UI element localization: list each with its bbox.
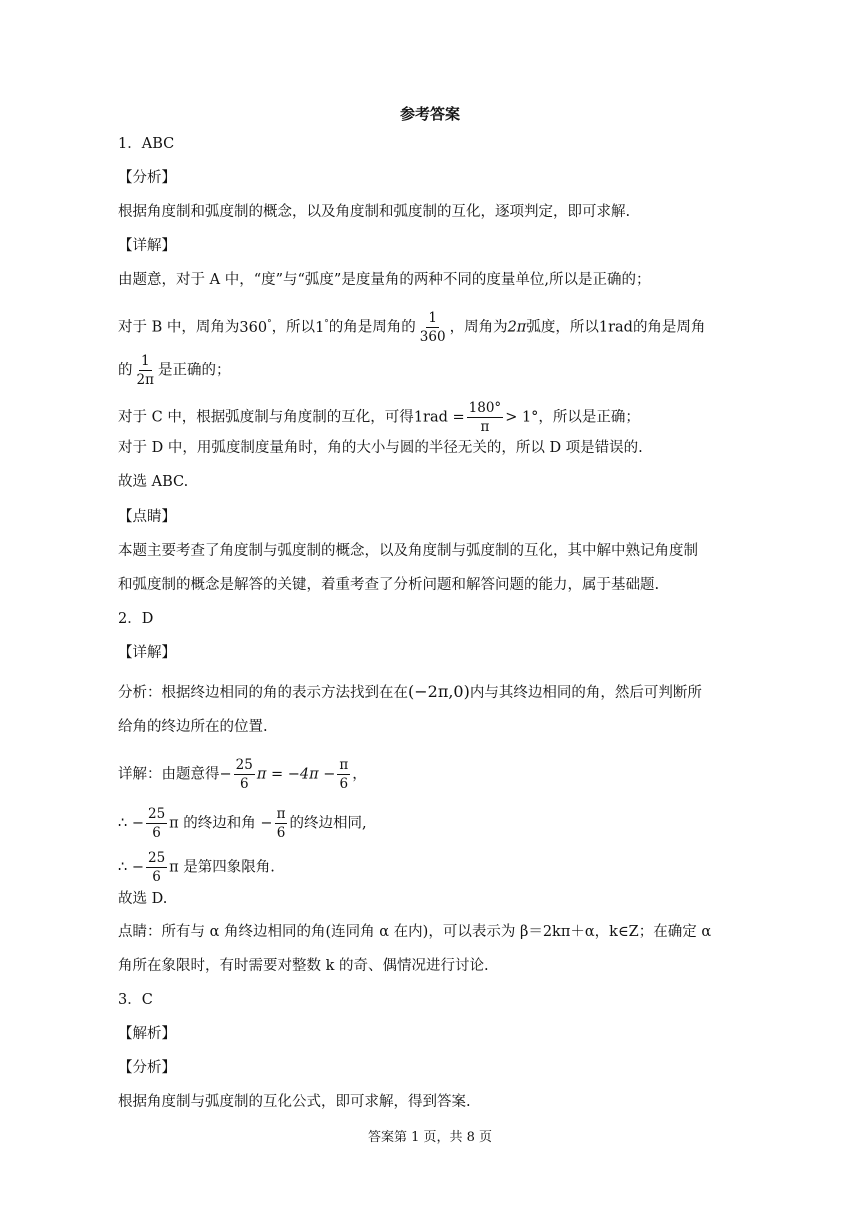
fraction-pi-6: $\frac{\pi}{6}$ — [276, 806, 286, 841]
detail-line-c — [118, 352, 230, 389]
text-segment: 对于 B 中，周角为 — [118, 319, 240, 336]
detail-line-d — [118, 399, 640, 436]
answer-1-label: 1．ABC — [118, 136, 175, 152]
fraction-1-2pi: $\frac{1}{2\pi}$ — [136, 353, 154, 388]
section-solution: 【解析】 — [118, 1026, 176, 1042]
math-gt-1deg: > 1° — [505, 409, 539, 426]
text-segment: 内与其终边相同的角，然后可判断所 — [469, 685, 702, 701]
text-segment: 是正确的； — [157, 362, 231, 379]
fraction-pi-6: $\frac{\pi}{6}$ — [339, 757, 349, 792]
page-title: 参考答案 — [399, 105, 460, 123]
analysis-2-line-b: 给角的终边所在的位置. — [118, 719, 268, 735]
fraction-180-pi: $\frac{180^\circ}{\pi}$ — [468, 400, 502, 435]
comment-2-line-a: 点睛：所有与 α 角终边相同的角(连同角 α 在内)，可以表示为 β＝2kπ＋α，k∈Z；在确定 α — [118, 924, 712, 940]
fraction-25-6: $\frac{25}{6}$ — [235, 757, 253, 792]
fraction-25-6: $\frac{25}{6}$ — [147, 806, 166, 841]
detail-2-line-c: ∴ − $\frac{25}{6}$ π 是第四象限角. — [118, 850, 275, 885]
analysis-2-line-a — [118, 682, 702, 703]
detail-line-e: 对于 D 中，用弧度制度量角时，角的大小与圆的半径无关的，所以 D 项是错误的. — [118, 440, 643, 456]
fraction-25-6: $\frac{25}{6}$ — [147, 850, 166, 885]
detail-2-line-b: ∴ − $\frac{25}{6}$ π 的终边和角 − $\frac{\pi}{6}$ 的终边相同, — [118, 806, 367, 841]
text-segment: ，周角为 — [449, 319, 508, 336]
math-1rad-eq: 1rad = — [413, 409, 465, 426]
answer-3-label: 3．C — [118, 992, 153, 1008]
section-comment: 【点睛】 — [118, 509, 176, 525]
text-segment: 的角是周角 — [632, 319, 706, 336]
section-analysis: 【分析】 — [118, 170, 176, 186]
section-analysis-3: 【分析】 — [118, 1060, 176, 1076]
math-1rad: 1rad — [598, 319, 633, 336]
math-360: 360° — [239, 318, 272, 336]
analysis-text: 根据角度制和弧度制的概念，以及角度制和弧度制的互化，逐项判定，即可求解. — [118, 204, 631, 220]
comment-line-a: 本题主要考查了角度制与弧度制的概念，以及角度制与弧度制的互化，其中解中熟记角度制 — [118, 543, 698, 559]
text-segment: 详解：由题意得 — [118, 766, 220, 783]
text-segment: 的 — [118, 362, 133, 379]
answer-2-label: 2．D — [118, 611, 154, 627]
detail-2-line-a: 详解：由题意得− $\frac{25}{6}$ π = −4π − $\frac{\pi}{6}$ ， — [118, 757, 367, 792]
detail-line-b — [118, 309, 705, 346]
comment-2-line-b: 角所在象限时，有时需要对整数 k 的奇、偶情况进行讨论. — [118, 958, 489, 974]
math-1deg: 1° — [315, 318, 329, 336]
text-segment: ，所以 — [271, 319, 316, 336]
math-interval: (−2π,0) — [408, 682, 470, 701]
section-detail-2: 【详解】 — [118, 645, 176, 661]
text-segment: 弧度，所以 — [526, 319, 599, 336]
fraction-1-360: $\frac{1}{360}$ — [419, 310, 446, 345]
comment-line-b: 和弧度制的概念是解答的关键，着重考查了分析问题和解答问题的能力，属于基础题. — [118, 577, 660, 593]
text-segment: 的角是周角的 — [328, 319, 416, 336]
analysis-3-text: 根据角度制与弧度制的互化公式，即可求解，得到答案. — [118, 1094, 471, 1110]
choose-line-2: 故选 D. — [118, 891, 168, 907]
choose-line: 故选 ABC. — [118, 474, 189, 490]
section-detail: 【详解】 — [118, 238, 176, 254]
text-segment: ，所以是正确； — [538, 409, 640, 426]
text-segment: 对于 C 中，根据弧度制与角度制的互化，可得 — [118, 409, 414, 426]
math-2pi: 2π — [507, 319, 527, 336]
text-segment: 分析：根据终边相同的角的表示方法找到在在 — [118, 685, 408, 701]
detail-line-a: 由题意，对于 A 中，“度”与“弧度”是度量角的两种不同的度量单位,所以是正确的； — [118, 272, 651, 288]
page-footer: 答案第 1 页，共 8 页 — [367, 1130, 493, 1145]
